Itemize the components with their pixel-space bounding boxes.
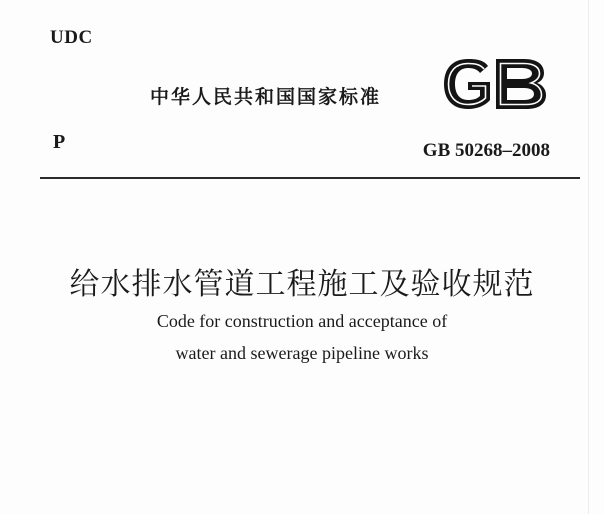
national-standard-title: 中华人民共和国国家标准 (150, 86, 382, 108)
scan-edge-streak (588, 0, 589, 514)
gb-logo-icon (440, 56, 550, 112)
udc-label: UDC (50, 27, 93, 48)
standard-number: GB 50268–2008 (422, 140, 550, 161)
english-title-line-2: water and sewerage pipeline works (175, 343, 429, 363)
chinese-title: 给水排水管道工程施工及验收规范 (69, 267, 535, 302)
header-divider (40, 177, 580, 179)
category-code: P (53, 131, 66, 153)
english-title-line-1: Code for construction and acceptance of (156, 311, 448, 331)
